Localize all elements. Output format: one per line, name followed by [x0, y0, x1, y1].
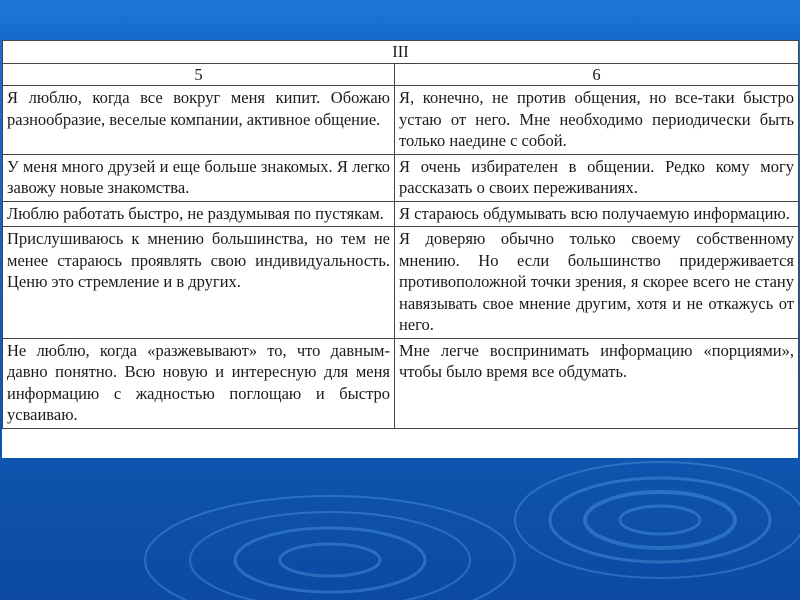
table-row: [3, 154, 799, 201]
table-cell-right: Я доверяю обычно только своему собственному мнению. Но если большинство придерживается противоположной точки зрения, я скорее всего не стану навязывать свое мнение другим, хотя и не откажусь от него.: [395, 227, 799, 339]
section-header-row: [3, 41, 799, 64]
table-row: [3, 201, 799, 227]
table-cell-left: Прислушиваюсь к мнению большинства, но тем не менее стараюсь проявлять свою индивидуальность. Ценю это стремление и в других.: [3, 227, 395, 339]
slide-top-band: [0, 0, 800, 40]
table-cell-right: Мне легче воспринимать информацию «порциями», чтобы было время все обдумать.: [395, 338, 799, 428]
comparison-table: [2, 40, 799, 429]
table-cell-left: Не люблю, когда «разжевывают» то, что давным-давно понятно. Всю новую и интересную для меня информацию с жадностью поглощаю и быстро усваиваю.: [3, 338, 395, 428]
section-header: III: [3, 41, 799, 64]
table-cell-right: Я, конечно, не против общения, но все-таки быстро устаю от него. Мне необходимо периодически быть только наедине с собой.: [395, 86, 799, 155]
table-cell-left: У меня много друзей и еще больше знакомых. Я легко завожу новые знакомства.: [3, 154, 395, 201]
column-header-row: [3, 63, 799, 86]
table-cell-left: Люблю работать быстро, не раздумывая по пустякам.: [3, 201, 395, 227]
table-row: [3, 338, 799, 428]
comparison-table-container: [2, 40, 798, 458]
table-row: [3, 86, 799, 155]
column-header-right: 6: [395, 63, 799, 86]
table-cell-right: Я стараюсь обдумывать всю получаемую информацию.: [395, 201, 799, 227]
table-row: [3, 227, 799, 339]
table-cell-left: Я люблю, когда все вокруг меня кипит. Обожаю разнообразие, веселые компании, активное общение.: [3, 86, 395, 155]
table-cell-right: Я очень избирателен в общении. Редко кому могу рассказать о своих переживаниях.: [395, 154, 799, 201]
column-header-left: 5: [3, 63, 395, 86]
